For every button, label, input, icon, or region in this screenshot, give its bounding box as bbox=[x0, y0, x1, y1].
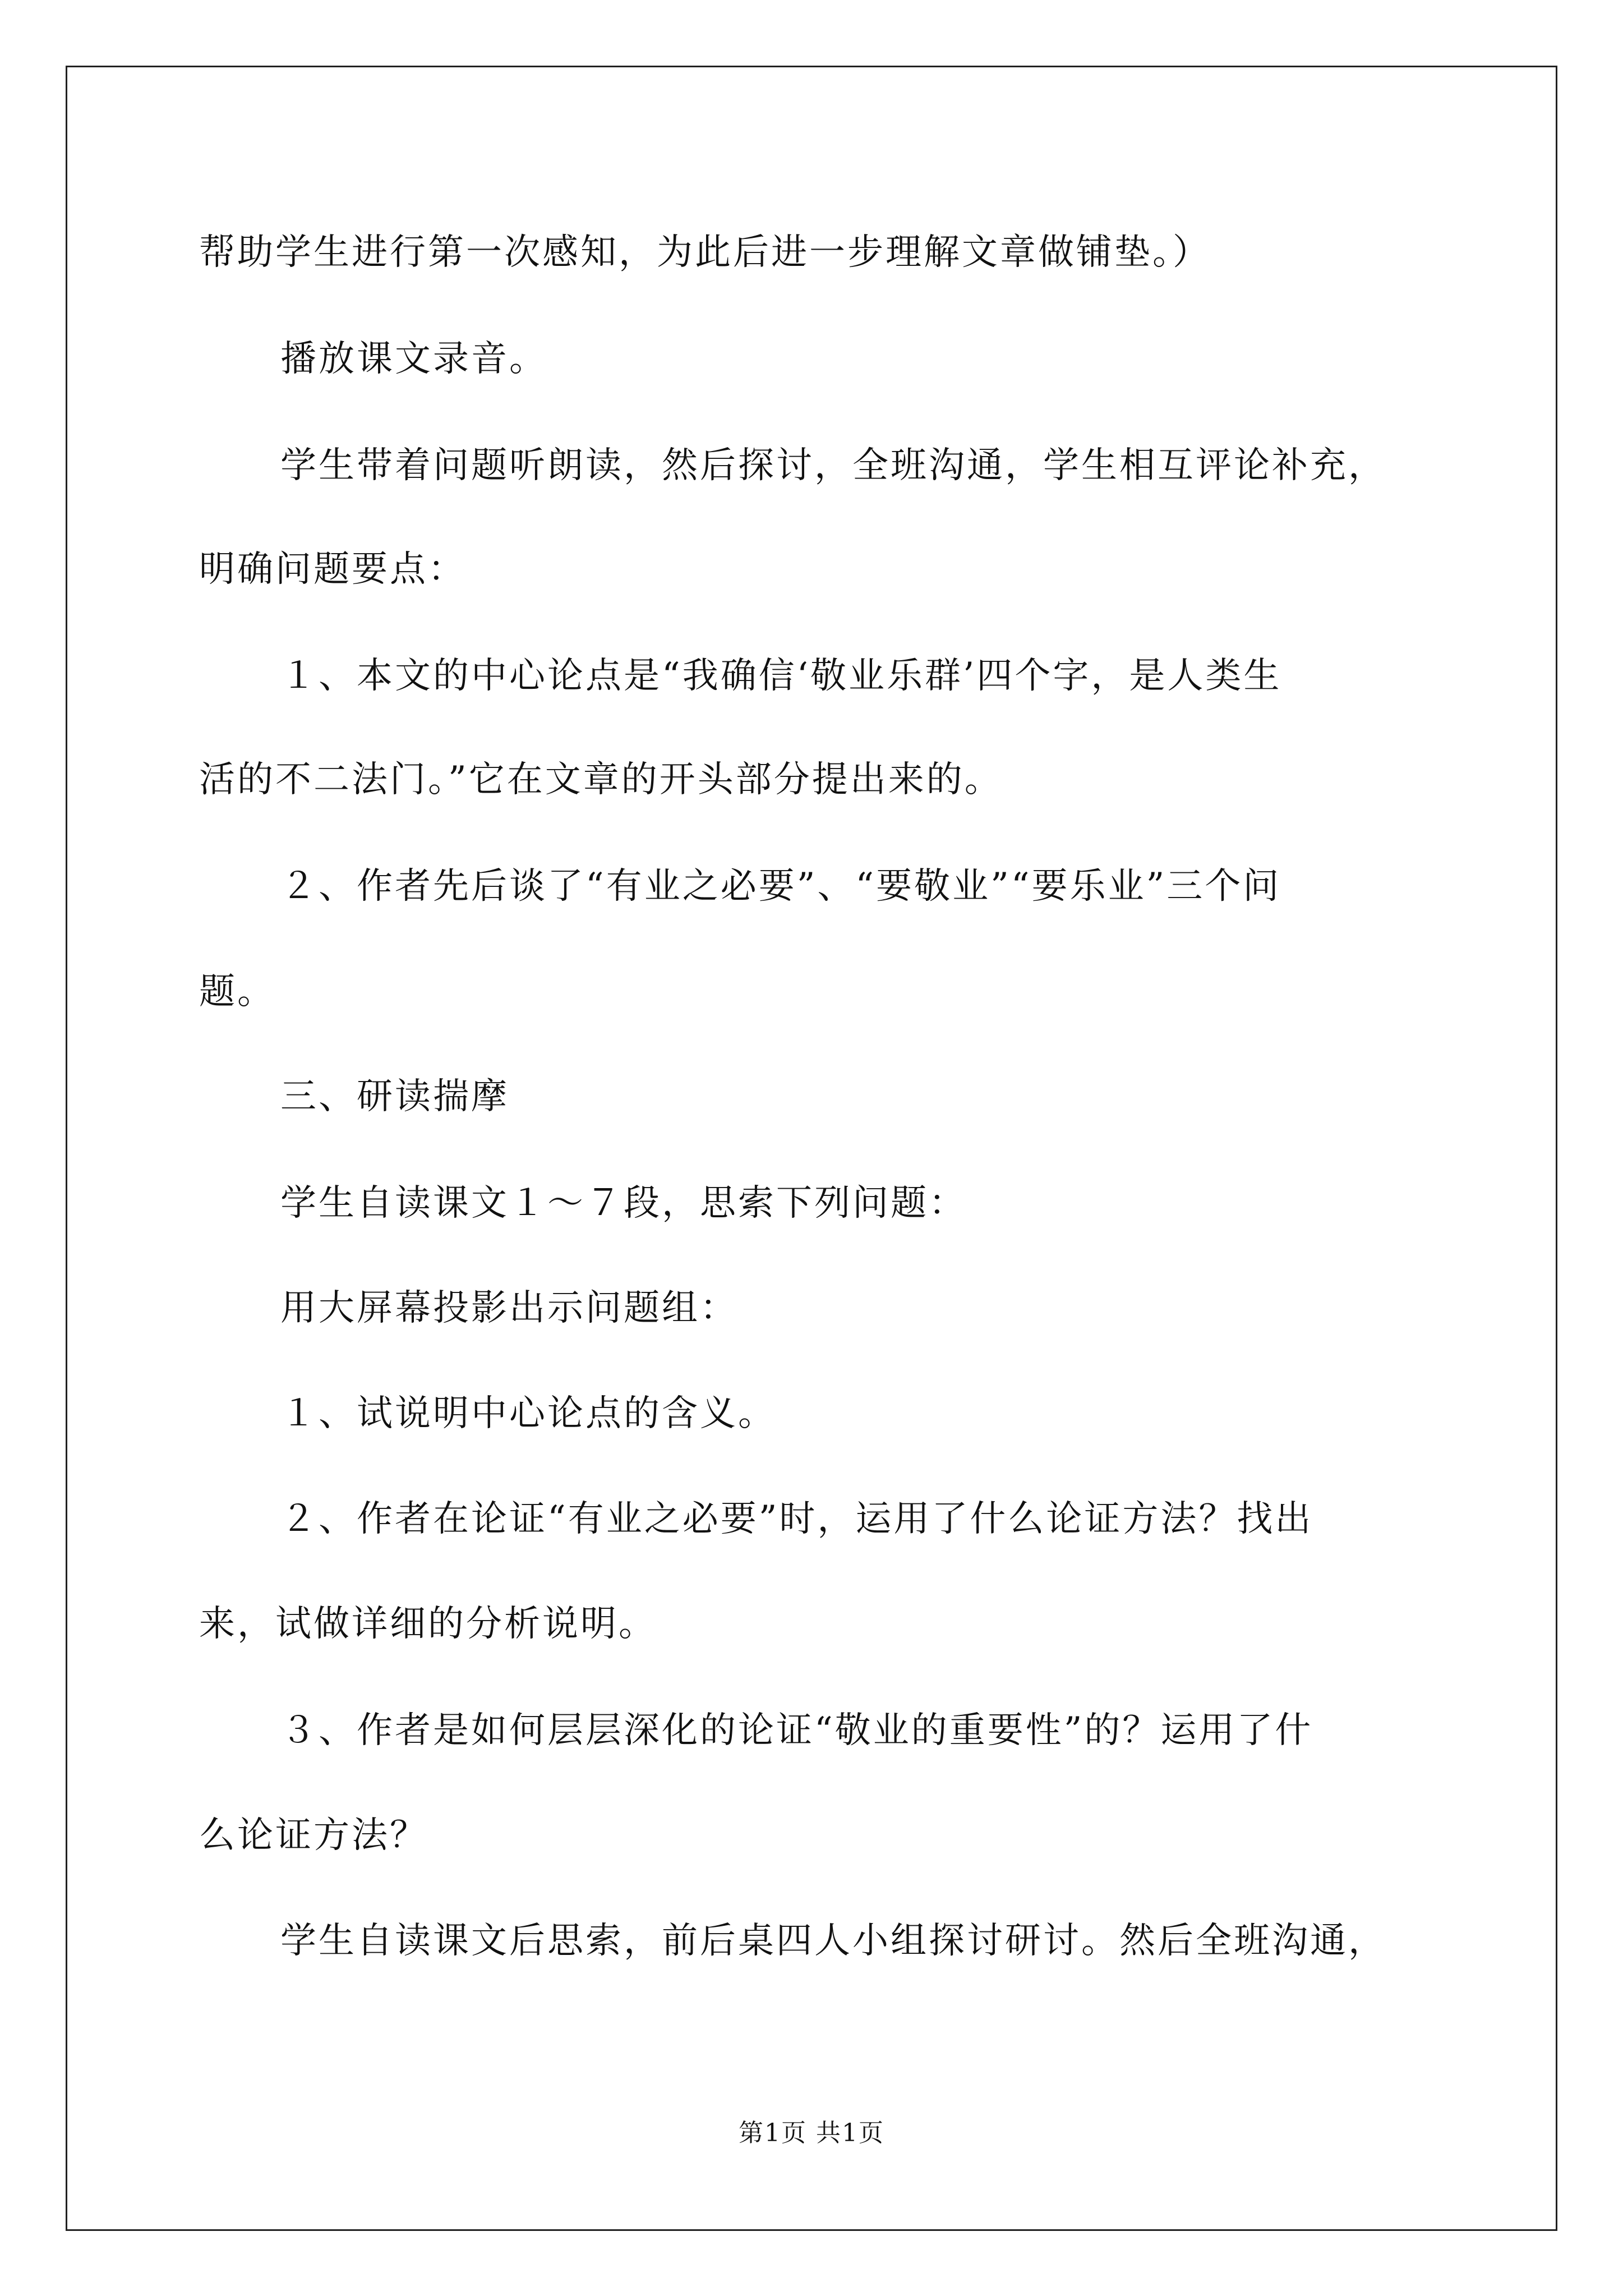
text-line: 明确问题要点： bbox=[199, 549, 466, 590]
section-heading: 三、研读揣摩 bbox=[280, 1076, 509, 1117]
text-line: 帮助学生进行第一次感知，为此后进一步理解文章做铺垫。） bbox=[199, 232, 1211, 273]
text-line: 活的不二法门。”它在文章的开头部分提出来的。 bbox=[199, 759, 1003, 800]
text-line: 么论证方法？ bbox=[199, 1815, 428, 1856]
text-line: 用大屏幕投影出示问题组： bbox=[280, 1287, 738, 1329]
text-line: ２、作者在论证“有业之必要”时，运用了什么论证方法？找出 bbox=[280, 1498, 1313, 1540]
text-line: ２、作者先后谈了“有业之必要”、“要敬业”“要乐业”三个问 bbox=[280, 866, 1281, 907]
text-line: １、试说明中心论点的含义。 bbox=[280, 1393, 776, 1434]
text-line: 学生带着问题听朗读，然后探讨，全班沟通，学生相互评论补充， bbox=[280, 445, 1386, 486]
text-line: 学生自读课文１～７段，思索下列问题： bbox=[280, 1182, 967, 1224]
page-footer: 第1页 共1页 bbox=[739, 2119, 884, 2147]
text-line: １、本文的中心论点是“我确信‘敬业乐群’四个字，是人类生 bbox=[280, 655, 1282, 697]
page-border bbox=[66, 66, 1557, 2231]
text-line: 来，试做详细的分析说明。 bbox=[199, 1603, 657, 1645]
text-line: 播放课文录音。 bbox=[280, 338, 547, 380]
text-line: 题。 bbox=[199, 971, 275, 1013]
text-line: 学生自读课文后思索，前后桌四人小组探讨研讨。然后全班沟通， bbox=[280, 1920, 1386, 1962]
text-line: ３、作者是如何层层深化的论证“敬业的重要性”的？运用了什 bbox=[280, 1710, 1313, 1751]
